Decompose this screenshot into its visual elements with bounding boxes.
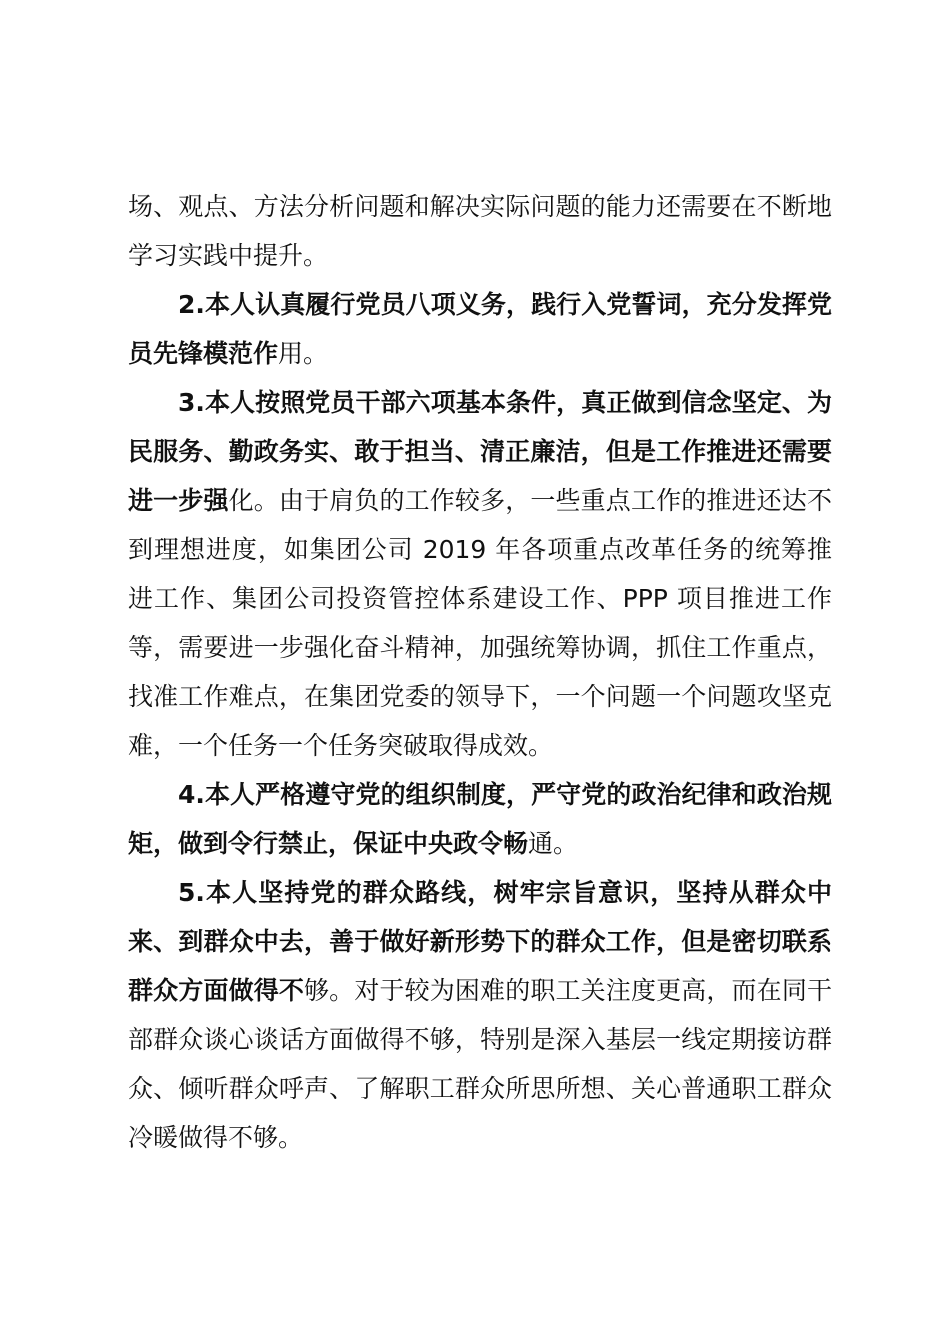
paragraph-1-continuation: [128, 182, 832, 280]
paragraph-4: [128, 770, 832, 868]
paragraph-5-text: 够。对于较为困难的职工关注度更高，而在同干部群众谈心谈话方面做得不够，特别是深入基层一线定期接访群众、倾听群众呼声、了解职工群众所思所想、关心普通职工群众冷暖做得不够。: [128, 976, 832, 1152]
paragraph-5: [128, 868, 832, 1162]
paragraph-5-bold-text: 5.本人坚持党的群众路线，树牢宗旨意识，坚持从群众中来、到群众中去，善于做好新形势下的群众工作，但是密切联系群众方面做得不: [128, 878, 832, 1005]
paragraph-4-bold-text: 4.本人严格遵守党的组织制度，严守党的政治纪律和政治规矩，做到令行禁止，保证中央政令畅: [128, 780, 832, 858]
paragraph-3: [128, 378, 832, 770]
paragraph-3-text: 化。由于肩负的工作较多，一些重点工作的推进还达不到理想进度，如集团公司 2019 年各项重点改革任务的统筹推进工作、集团公司投资管控体系建设工作、PPP 项目推进工作等，需要进一步强化奋斗精神，加强统筹协调，抓住工作重点，找准工作难点，在集团党委的领导下，一个问题一个问题攻坚克难，一个任务一个任务突破取得成效。: [128, 486, 832, 760]
paragraph-3-bold-text: 3.本人按照党员干部六项基本条件，真正做到信念坚定、为民服务、勤政务实、敢于担当、清正廉洁，但是工作推进还需要进一步强: [128, 388, 832, 515]
paragraph-2-text: 用。: [278, 339, 329, 368]
document-body: [128, 182, 832, 1162]
paragraph-4-text: 通。: [528, 829, 579, 858]
paragraph-2: [128, 280, 832, 378]
paragraph-2-bold-text: 2.本人认真履行党员八项义务，践行入党誓词，充分发挥党员先锋模范作: [128, 290, 832, 368]
paragraph-1-text: 场、观点、方法分析问题和解决实际问题的能力还需要在不断地学习实践中提升。: [128, 192, 832, 270]
